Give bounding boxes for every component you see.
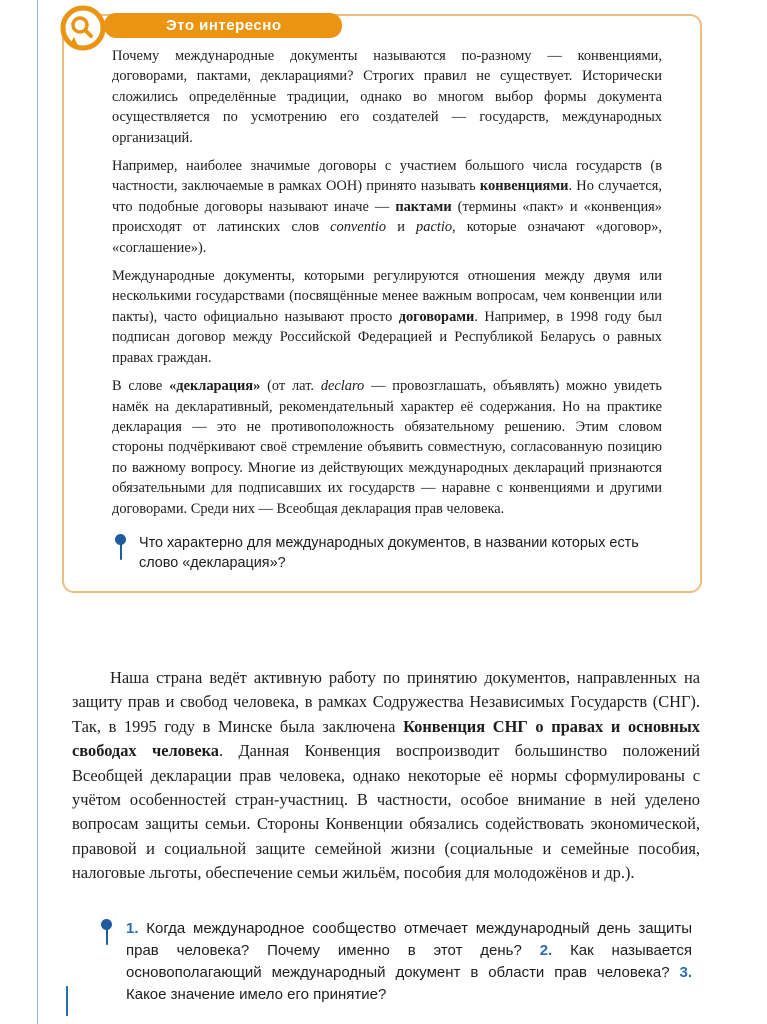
margin-rule	[37, 0, 38, 1024]
box-paragraph: Например, наиболее значимые договоры с участием большого числа государств (в частности, заключаемые в рамках ООН) принято называть конвенциями. Но случается, что подобные договоры называют иначе — пактами (термины «пакт» и «конвенция» происходят от латинских слов conventio и pactio, которые означают «договор», «соглашение»).	[112, 158, 662, 256]
box-paragraph: Международные документы, которыми регулируются отношения между двумя или несколькими государствами (посвящённые менее важным вопросам, чем конвенции или пакты), часто официально называют просто договорами. Например, в 1998 году был подписан договор между Российской Федерацией и Республикой Беларусь о равных правах граждан.	[112, 268, 662, 366]
box-title: Это интересно	[104, 13, 342, 38]
box-paragraph: Почему международные документы называются по-разному — конвенциями, договорами, пактами, декларациями? Строгих правил не существует. Исторически сложились определённые традиции, однако во многом выбор формы документа осуществляется по усмотрению его создателей — государств, международных организаций.	[112, 48, 662, 146]
box-question-text: Что характерно для международных документов, в названии которых есть слово «декларация»?	[139, 534, 639, 571]
questions-text: 1. Когда международное сообщество отмечает международный день защиты прав человека? Почему именно в этот день? 2. Как называется основополагающий международный документ в области прав человека? 3. Какое значение имело его принятие?	[126, 920, 692, 1003]
pin-icon	[114, 534, 127, 564]
magnifier-badge-icon	[58, 4, 108, 54]
body-paragraph: Наша страна ведёт активную работу по принятию документов, направленных на защиту прав и свобод человека, в рамках Содружества Независимых Государств (СНГ). Так, в 1995 году в Минске была заключена Конвенция СНГ о правах и основных свободах человека. Данная Конвенция воспроизводит большинство положений Всеобщей декларации прав человека, однако некоторые её нормы сформулированы с учётом особенностей стран-участниц. В частности, особое внимание в ней уделено вопросам защиты семьи. Стороны Конвенции обязались содействовать экономической, правовой и социальной защите семейной жизни (социальные и семейные пособия, налоговые льготы, обеспечение семьи жильём, пособия для молодожёнов и др.).	[72, 668, 700, 883]
box-paragraph: В слове «декларация» (от лат. declaro — провозглашать, объявлять) можно увидеть намёк на декларативный, рекомендательный характер её содержания. Но на практике декларация — это не противоположность обязательному решению. Этим словом стороны подчёркивают своё стремление объявить совместную, согласованную позицию по важному вопросу. Многие из действующих международных деклараций признаются обязательными для подписавших их государств — наравне с конвенциями и другими договорами. Среди них — Всеобщая декларация прав человека.	[112, 378, 662, 517]
interesting-box	[62, 14, 702, 593]
box-question	[114, 533, 662, 573]
questions-block	[100, 918, 692, 1006]
page-corner-mark	[66, 986, 68, 1016]
pin-icon	[100, 919, 113, 949]
